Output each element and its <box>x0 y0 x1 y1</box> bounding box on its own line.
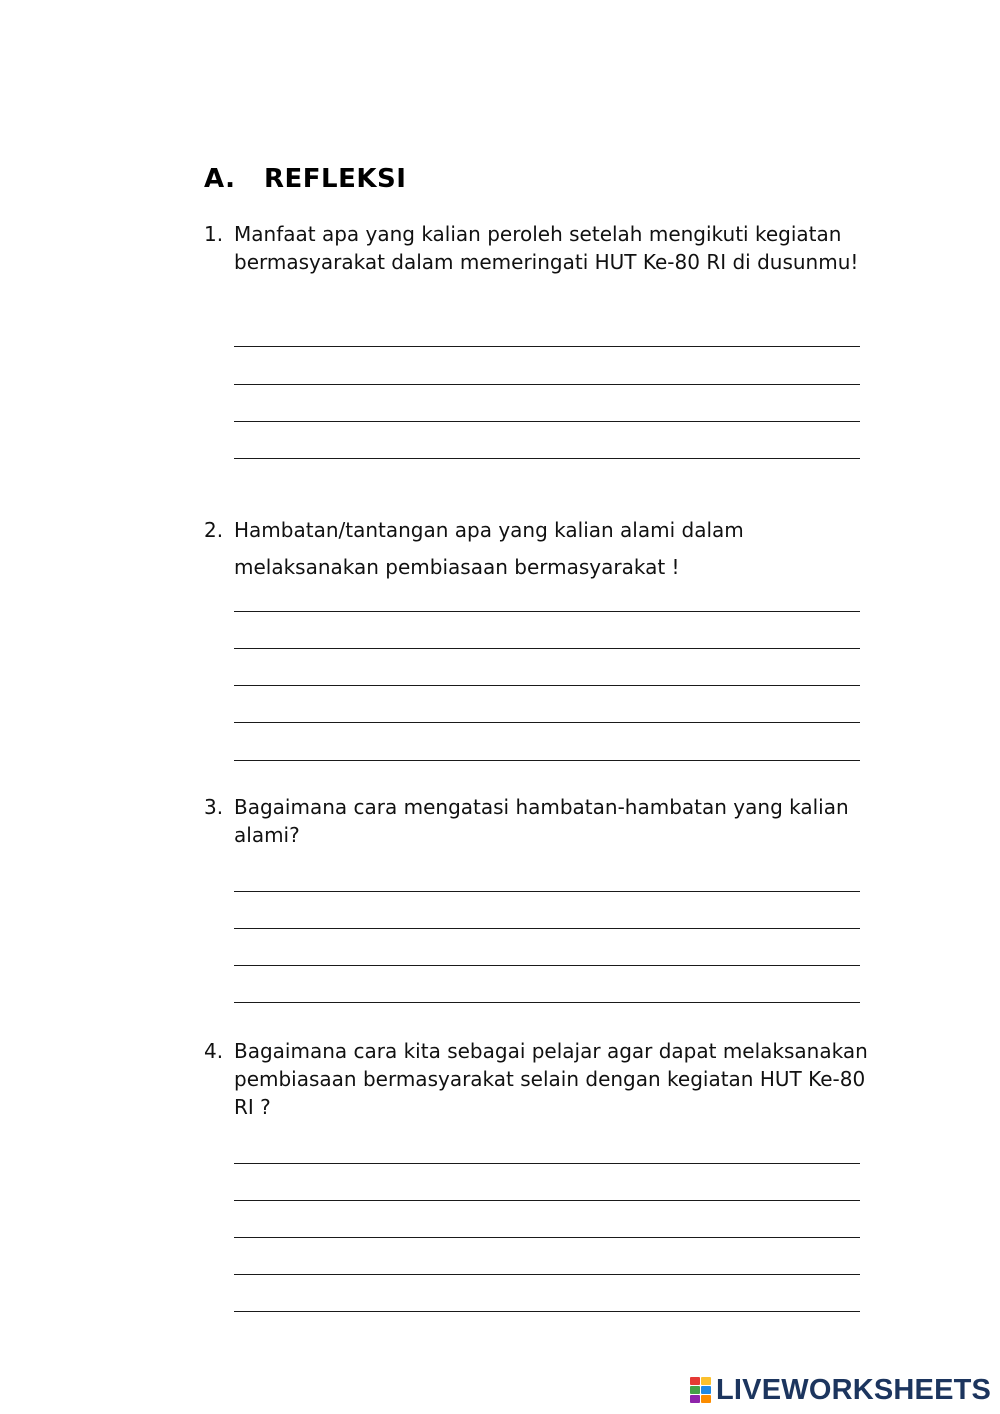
answer-line-4-1[interactable] <box>234 1163 860 1164</box>
question-number: 3. <box>204 795 224 819</box>
section-heading <box>204 164 406 194</box>
question-number: 2. <box>204 518 224 542</box>
answer-line-2-5[interactable] <box>234 760 860 761</box>
section-letter: A. <box>204 164 236 194</box>
logo-block <box>690 1377 700 1385</box>
logo-block <box>701 1395 711 1403</box>
answer-line-1-1[interactable] <box>234 346 860 347</box>
logo-block <box>701 1377 711 1385</box>
answer-line-3-2[interactable] <box>234 928 860 929</box>
question-text-line-1: Hambatan/tantangan apa yang kalian alami dalam <box>234 518 744 542</box>
answer-line-2-1[interactable] <box>234 611 860 612</box>
answer-line-1-3[interactable] <box>234 421 860 422</box>
logo-block <box>690 1395 700 1403</box>
answer-line-2-3[interactable] <box>234 685 860 686</box>
question-number: 4. <box>204 1039 224 1063</box>
answer-line-2-2[interactable] <box>234 648 860 649</box>
question-text: Manfaat apa yang kalian peroleh setelah mengikuti kegiatan bermasyarakat dalam memeringati HUT Ke-80 RI di dusunmu! <box>234 222 859 274</box>
answer-line-4-3[interactable] <box>234 1237 860 1238</box>
answer-line-3-4[interactable] <box>234 1002 860 1003</box>
logo-block <box>690 1386 700 1394</box>
question-number: 1. <box>204 222 224 246</box>
question-1 <box>204 220 884 276</box>
answer-line-2-4[interactable] <box>234 722 860 723</box>
brand-name: LIVEWORKSHEETS <box>716 1373 992 1406</box>
answer-line-3-3[interactable] <box>234 965 860 966</box>
question-text: Bagaimana cara kita sebagai pelajar agar dapat melaksanakan pembiasaan bermasyarakat selain dengan kegiatan HUT Ke-80 RI ? <box>234 1039 868 1119</box>
liveworksheets-logo <box>690 1374 991 1406</box>
liveworksheets-logo-icon <box>690 1377 712 1403</box>
section-title: REFLEKSI <box>264 164 407 194</box>
answer-line-4-4[interactable] <box>234 1274 860 1275</box>
question-3 <box>204 793 884 849</box>
answer-line-3-1[interactable] <box>234 891 860 892</box>
question-text-line-2: melaksanakan pembiasaan bermasyarakat ! <box>234 555 680 579</box>
answer-line-4-2[interactable] <box>234 1200 860 1201</box>
answer-line-4-5[interactable] <box>234 1311 860 1312</box>
logo-block <box>701 1386 711 1394</box>
answer-line-1-4[interactable] <box>234 458 860 459</box>
question-4 <box>204 1037 884 1121</box>
question-2 <box>204 516 884 581</box>
answer-line-1-2[interactable] <box>234 384 860 385</box>
question-text: Bagaimana cara mengatasi hambatan-hambatan yang kalian alami? <box>234 795 849 847</box>
